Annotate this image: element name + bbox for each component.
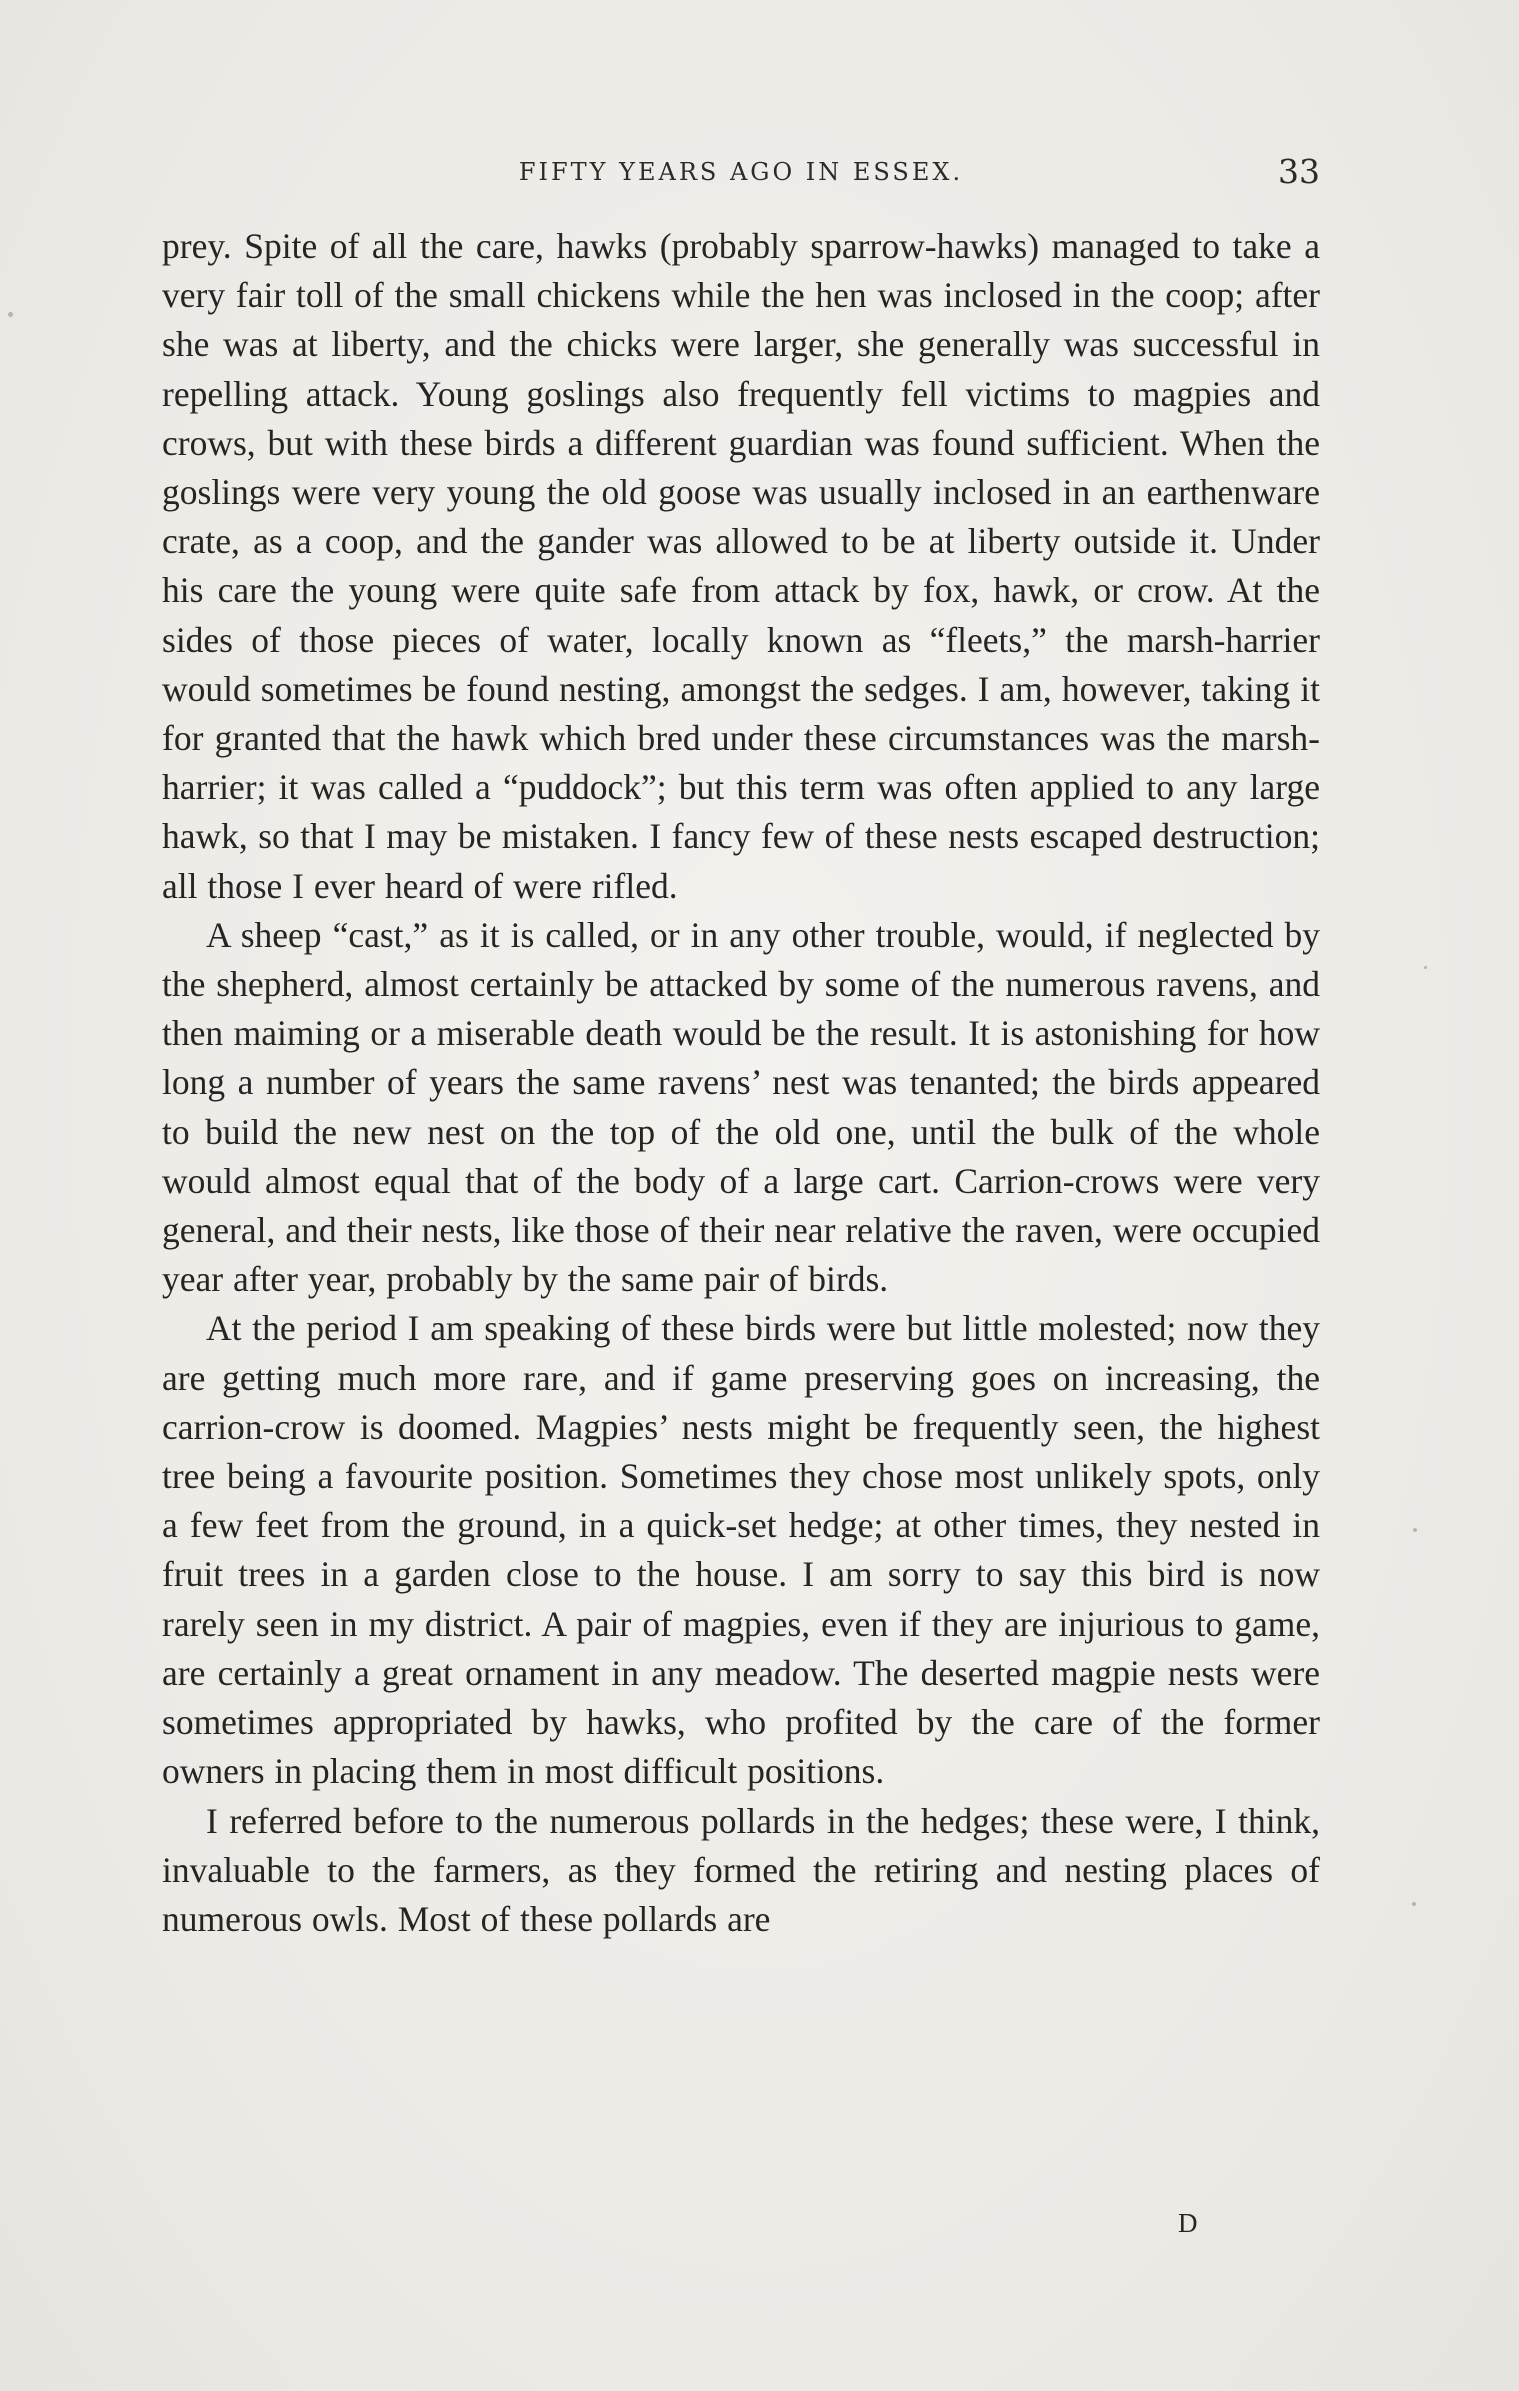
running-head (162, 150, 1320, 200)
paragraph: A sheep “cast,” as it is called, or in any other trouble, would, if neglected by the shepherd, almost certainly be attacked by some of the numerous ravens, and then maiming or a miserable death would be the result. It is astonishing for how long a number of years the same ravens’ nest was tenanted; the birds appeared to build the new nest on the top of the old one, until the bulk of the whole would almost equal that of the body of a large cart. Carrion-crows were very general, and their nests, like those of their near relative the raven, were occupied year after year, probably by the same pair of birds. (162, 914, 1320, 1300)
signature-mark: D (1178, 2208, 1199, 2238)
paper-speck (1413, 1528, 1417, 1532)
paragraph: I referred before to the numerous pollards in the hedges; these were, I think, invaluable to the farmers, as they formed the retiring and nesting places of numerous owls. Most of these pollards are (162, 1800, 1320, 1939)
paragraph: At the period I am speaking of these birds were but little molested; now they are getting much more rare, and if game preserving goes on increasing, the carrion-crow is doomed. Magpies’ nests might be frequently seen, the highest tree being a favourite position. Sometimes they chose most unlikely spots, only a few feet from the ground, in a quick-set hedge; at other times, they nested in fruit trees in a garden close to the house. I am sorry to say this bird is now rarely seen in my district. A pair of magpies, even if they are injurious to game, are certainly a great ornament in any meadow. The deserted magpie nests were sometimes appropriated by hawks, who profited by the care of the former owners in placing them in most difficult positions. (162, 1308, 1320, 1792)
paper-speck (8, 312, 13, 317)
paragraph: prey. Spite of all the care, hawks (probably sparrow-hawks) managed to take a very fair toll of the small chickens while the hen was inclosed in the coop; after she was at liberty, and the chicks were larger, she generally was successful in repelling attack. Young goslings also frequently fell victims to magpies and crows, but with these birds a different guardian was found sufficient. When the goslings were very young the old goose was usually inclosed in an earthenware crate, as a coop, and the gander was allowed to be at liberty outside it. Under his care the young were quite safe from attack by fox, hawk, or crow. At the sides of those pieces of water, locally known as “fleets,” the marsh-harrier would sometimes be found nesting, amongst the sedges. I am, however, taking it for granted that the hawk which bred under these circumstances was the marsh-harrier; it was called a “puddock”; but this term was often applied to any large hawk, so that I may be mistaken. I fancy few of these nests escaped destruction; all those I ever heard of were rifled. (162, 226, 1320, 906)
paper-speck (1424, 966, 1427, 969)
running-title: FIFTY YEARS AGO IN ESSEX. (518, 158, 964, 186)
page-number: 33 (1278, 152, 1320, 191)
paper-speck (1412, 1902, 1416, 1906)
body-text (162, 222, 1320, 1944)
